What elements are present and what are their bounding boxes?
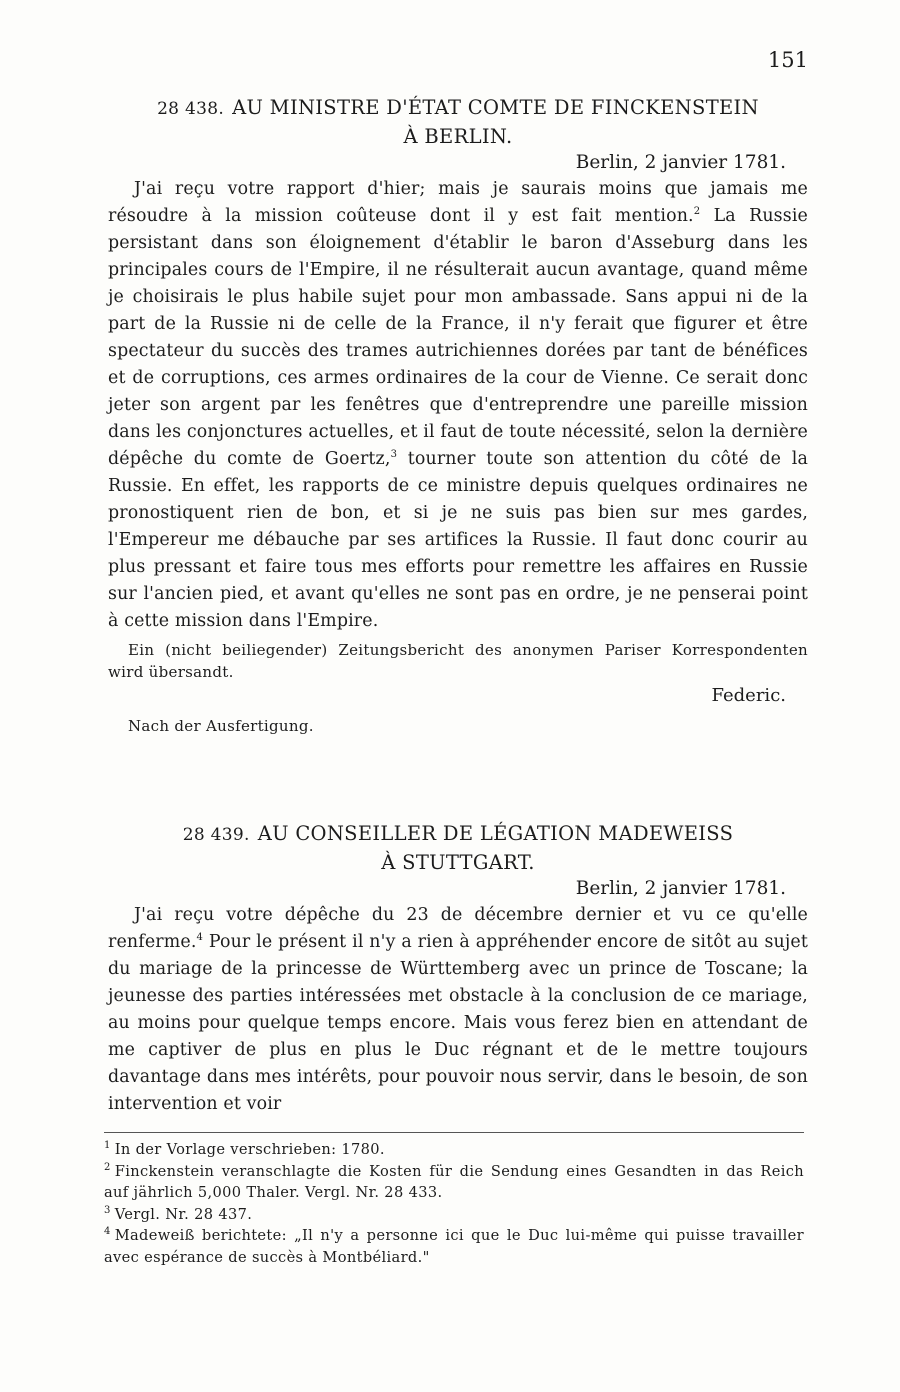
- letter-body: J'ai reçu votre dépêche du 23 de décembre dernier et vu ce qu'elle renferme.$^4$ Pour le présent il n'y a rien à appréhender encore de sitôt au sujet du mariage de la princesse de Württemberg avec un prince de Toscane; la jeunesse des parties intéressées met obstacle à la conclusion de ce mariage, au moins pour quelque temps encore. Mais vous ferez bien en attendant de me captiver de plus en plus le Duc régnant et de le mettre toujours davantage dans mes intérêts, pour pouvoir nous servir, dans le besoin, de son intervention et voir: [108, 905, 808, 1114]
- footnote-ref: 3: [390, 449, 398, 461]
- footnote: $^4$ Madeweiß berichtete: „Il n'y a personne ici que le Duc lui-même qui puisse travailler avec espérance de succès à Montbéliard.": [104, 1226, 804, 1266]
- footnote: $^3$ Vergl. Nr. 28 437.: [104, 1204, 253, 1223]
- letter-heading: [108, 820, 808, 876]
- footnote-ref: 4: [196, 932, 204, 944]
- letter-place: À STUTTGART.: [381, 851, 535, 874]
- letter-body: J'ai reçu votre rapport d'hier; mais je saurais moins que jamais me résoudre à la mission coûteuse dont il y est fait mention.$^2$ La Russie persistant dans son éloignement d'établir le baron d'Asseburg dans les principales cours de l'Empire, il ne résulterait aucun avantage, quand même je choisirais le plus habile sujet pour mon ambassade. Sans appui ni de la part de la Russie ni de celle de la France, il n'y ferait que figurer et être spectateur du succès des trames autrichiennes dorées par tant de bénéfices et de corruptions, ces armes ordinaires de la cour de Vienne. Ce serait donc jeter son argent par les fenêtres que d'entreprendre une pareille mission dans les conjonctures actuelles, et il faut de toute nécessité, selon la dernière dépêche du comte de Goertz,$^3$ tourner toute son attention du côté de la Russie. En effet, les rapports de ce ministre depuis quelques ordinaires ne pronostiquent rien de bon, et si je ne suis pas bien sur mes gardes, l'Empereur me débauche par ses artifices la Russie. Il faut donc courir au plus pressant et faire tous mes efforts pour remettre les affaires en Russie sur l'ancien pied, et avant qu'elles ne sont pas en ordre, je ne penserai point à cette mission dans l'Empire.: [108, 179, 808, 631]
- letter-date: Berlin, 2 janvier 1781.: [575, 152, 786, 173]
- footnote-ref: 2: [693, 206, 701, 218]
- letter-number: 28 438.: [157, 99, 225, 119]
- editorial-note: Ein (nicht beiliegender) Zeitungsbericht des anonymen Pariser Korrespondenten wird übersandt.: [108, 641, 808, 681]
- letter-28439: [108, 820, 808, 1118]
- letter-date: Berlin, 2 janvier 1781.: [575, 878, 786, 899]
- footnotes: [104, 1132, 804, 1268]
- source-note: Nach der Ausfertigung.: [128, 717, 314, 735]
- footnote: $^2$ Finckenstein veranschlagte die Kosten für die Sendung eines Gesandten in das Reich auf jährlich 5,000 Thaler. Vergl. Nr. 28 433.: [104, 1161, 804, 1201]
- signature: Federic.: [711, 685, 786, 706]
- letter-place: À BERLIN.: [403, 125, 513, 148]
- letter-heading: [108, 94, 808, 150]
- letter-recipient: AU MINISTRE D'ÉTAT COMTE DE FINCKENSTEIN: [232, 96, 759, 119]
- footnote: $^1$ In der Vorlage verschrieben: 1780.: [104, 1140, 385, 1158]
- page-number: 151: [767, 48, 808, 72]
- letter-number: 28 439.: [182, 825, 250, 845]
- letter-28438: [108, 94, 808, 737]
- letter-recipient: AU CONSEILLER DE LÉGATION MADEWEISS: [257, 822, 734, 845]
